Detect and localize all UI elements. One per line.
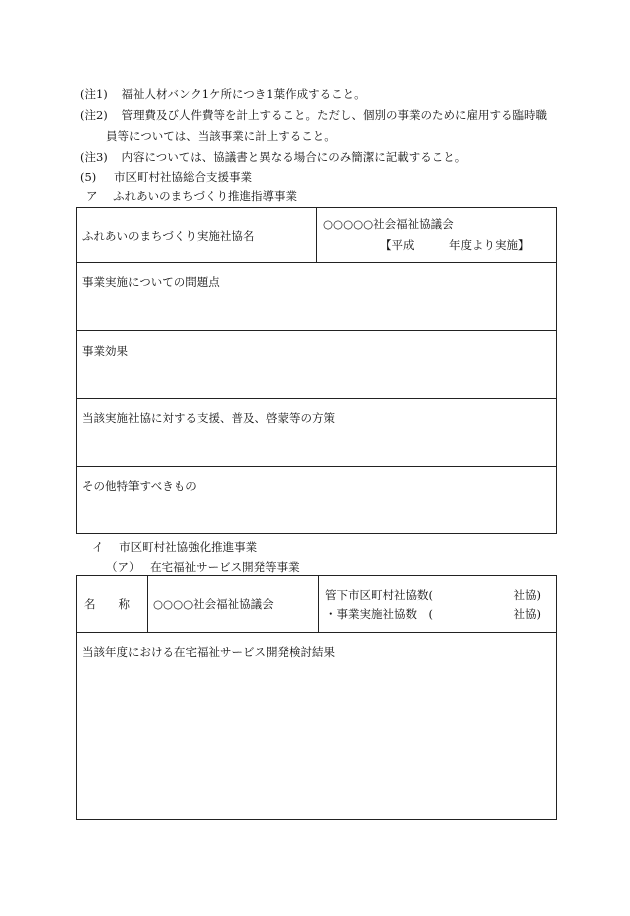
table-b-divider xyxy=(76,632,557,633)
sub-i-a-label: （ア） xyxy=(106,560,141,574)
note-3-label: (注3) xyxy=(80,150,108,164)
note-2 xyxy=(80,108,547,122)
table-b-count-line2: ・事業実施社協数 ( 社協) xyxy=(325,607,541,621)
table-a-row-other: その他特筆すべきもの xyxy=(82,479,197,493)
table-b-name-value: ○○○○社会福祉協議会 xyxy=(153,597,274,611)
table-b-col-divider-1 xyxy=(147,575,148,632)
note-2-text: 管理費及び人件費等を計上すること。ただし、個別の事業のために雇用する臨時職 xyxy=(121,108,547,122)
table-a-divider-4 xyxy=(76,466,557,467)
table-a-row1-label: ふれあいのまちづくり実施社協名 xyxy=(82,229,255,243)
table-a-row-effects: 事業効果 xyxy=(82,344,128,358)
table-a-row1-bracket: 【平成 年度より実施】 xyxy=(380,238,530,252)
sub-a-label: ア xyxy=(86,189,98,203)
sub-i-a-title: 在宅福祉サービス開発等事業 xyxy=(150,560,300,574)
note-1-text: 福祉人材バンク1ケ所につき1葉作成すること。 xyxy=(121,87,366,101)
table-a-row1-value: ○○○○○社会福祉協議会 xyxy=(323,217,454,231)
sub-i-a-heading xyxy=(106,560,300,574)
note-3-text: 内容については、協議書と異なる場合にのみ簡潔に記載すること。 xyxy=(121,150,467,164)
sub-a-heading xyxy=(86,189,297,203)
table-b-col-divider-2 xyxy=(318,575,319,632)
sub-i-label: イ xyxy=(92,540,104,554)
sub-a-title: ふれあいのまちづくり推進指導事業 xyxy=(113,189,298,203)
table-b-result-label: 当該年度における在宅福祉サービス開発検討結果 xyxy=(82,645,335,659)
table-a-col-divider xyxy=(316,207,317,262)
note-2-continuation: 員等については、当該事業に計上すること。 xyxy=(106,129,336,143)
table-a-row-problems: 事業実施についての問題点 xyxy=(82,275,220,289)
section-5-label: (5) xyxy=(80,170,97,184)
section-5-title: 市区町村社協総合支援事業 xyxy=(113,170,252,184)
sub-i-heading xyxy=(92,540,257,554)
table-b-count-line1: 管下市区町村社協数( 社協) xyxy=(325,588,541,602)
section-5-heading xyxy=(80,170,252,184)
note-1 xyxy=(80,87,366,101)
note-1-label: (注1) xyxy=(80,87,108,101)
table-b-name-label: 名 称 xyxy=(84,597,130,611)
table-a-divider-3 xyxy=(76,398,557,399)
note-2-label: (注2) xyxy=(80,108,108,122)
sub-i-title: 市区町村社協強化推進事業 xyxy=(119,540,258,554)
table-a-row-support: 当該実施社協に対する支援、普及、啓蒙等の方策 xyxy=(82,411,335,425)
note-3 xyxy=(80,150,466,164)
table-a-divider-2 xyxy=(76,330,557,331)
table-a-divider-1 xyxy=(76,262,557,263)
